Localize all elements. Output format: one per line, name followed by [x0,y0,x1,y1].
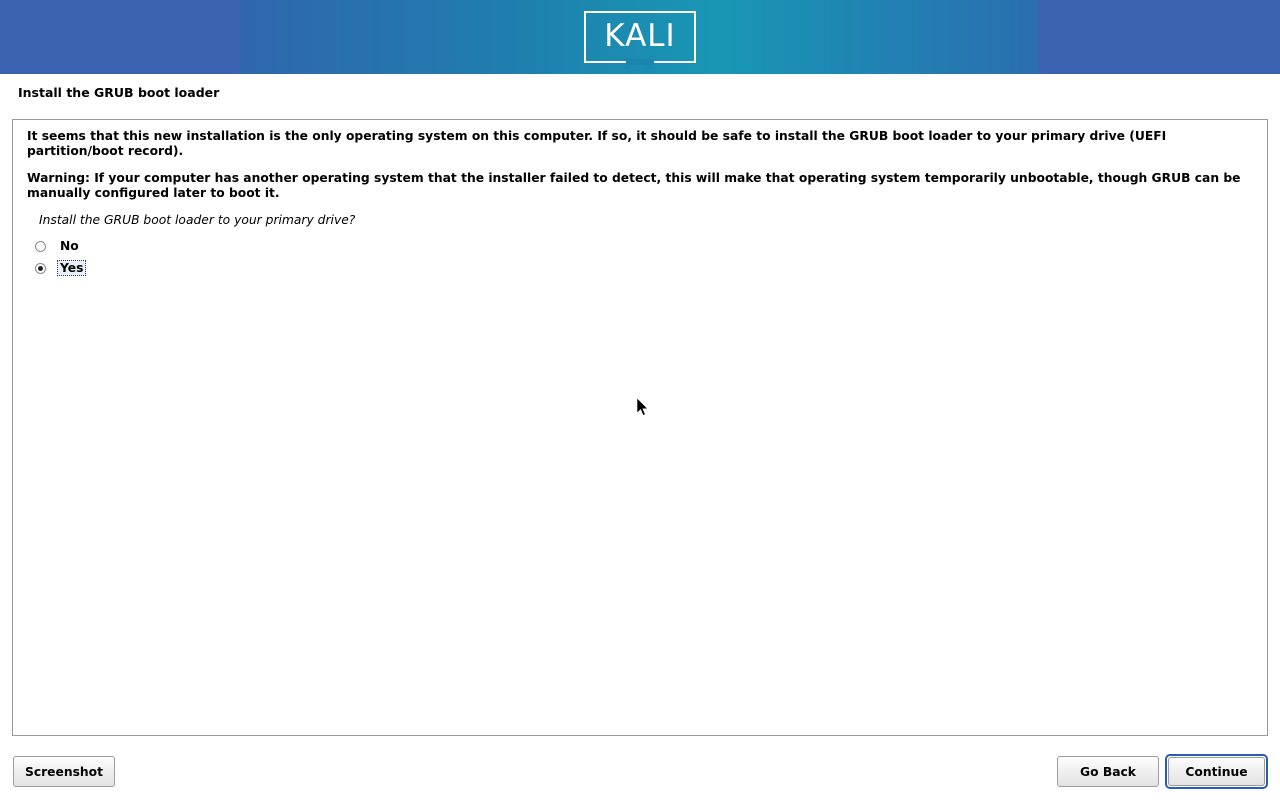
go-back-button[interactable]: Go Back [1057,756,1159,787]
kali-logo-notch [626,59,654,65]
question-label: Install the GRUB boot loader to your primary drive? [39,213,356,227]
boot-loader-options [13,227,1267,279]
content-panel [12,119,1268,736]
radio-label-yes[interactable]: Yes [57,260,86,276]
page-title: Install the GRUB boot loader [18,85,220,100]
radio-icon-yes[interactable] [35,263,46,274]
radio-label-no[interactable]: No [60,239,79,253]
kali-banner [0,0,1280,74]
info-paragraph: It seems that this new installation is the only operating system on this computer. If so, it should be safe to install the GRUB boot loader to your primary drive (UEFI partition/boot record). [27,129,1167,158]
continue-button-focus-ring [1165,754,1268,789]
kali-logo-text: KALI [604,17,676,54]
radio-icon-no[interactable] [35,241,46,252]
radio-option-no[interactable] [13,235,1267,257]
warning-paragraph: Warning: If your computer has another operating system that the installer failed to detect, this will make that operating system temporarily unbootable, though GRUB can be manually configured later to boot it. [27,171,1241,200]
radio-option-yes[interactable] [13,257,1267,279]
screenshot-button[interactable]: Screenshot [13,756,115,787]
continue-button[interactable]: Continue [1168,757,1265,786]
mouse-pointer-icon [637,398,649,417]
kali-dragon-logo [584,11,696,63]
